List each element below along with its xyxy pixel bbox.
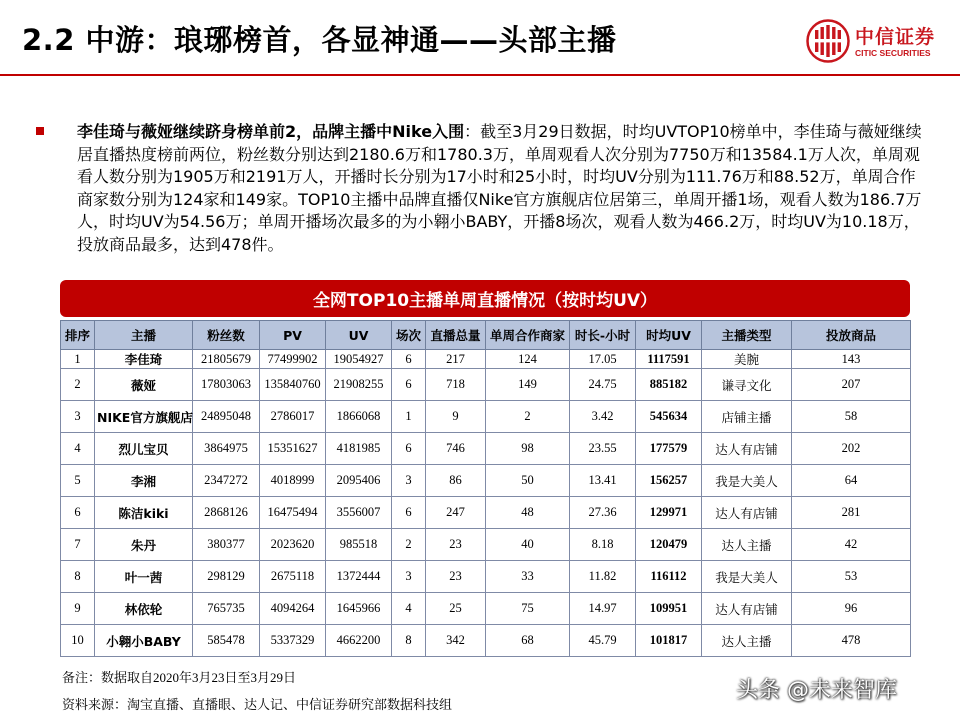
cell-fans: 765735 bbox=[193, 593, 260, 625]
cell-anchor-type: 我是大美人 bbox=[702, 465, 792, 497]
summary-body: ：截至3月29日数据，时均UVTOP10榜单中，李佳琦与薇娅继续居直播热度榜前两位，粉丝数分别达到2180.6万和1780.3万，单周观看人次分别为7750万和13584.1万人次，单周观看人数分别为1905万和2191万人，开播时长分别为17小时和25小时，时均UV分别为111.76万和88.52万，单周合作商家数分别为124家和149家。TOP10主播中品牌直播仅Nike官方旗舰店位居第三，单周开播1场，观看人数为186.7万人，时均UV为54.56万；单周开播场次最多的为小翱小BABY，开播8场次，观看人数为466.2万，时均UV为10.18万，投放商品最多，达到478件。 bbox=[77, 122, 922, 254]
cell-sessions: 2 bbox=[392, 529, 426, 561]
cell-uv: 1645966 bbox=[326, 593, 392, 625]
table-row bbox=[61, 625, 911, 657]
table-row bbox=[61, 561, 911, 593]
cell-sessions: 4 bbox=[392, 593, 426, 625]
cell-hours: 27.36 bbox=[570, 497, 636, 529]
cell-fans: 298129 bbox=[193, 561, 260, 593]
cell-pv: 5337329 bbox=[260, 625, 326, 657]
col-header: 时均UV bbox=[636, 321, 702, 350]
cell-products: 281 bbox=[792, 497, 911, 529]
logo-en-text: CITIC SECURITIES bbox=[855, 48, 931, 58]
cell-live-total: 23 bbox=[426, 529, 486, 561]
cell-sessions: 3 bbox=[392, 561, 426, 593]
cell-live-total: 86 bbox=[426, 465, 486, 497]
cell-uv: 19054927 bbox=[326, 350, 392, 369]
cell-hours: 11.82 bbox=[570, 561, 636, 593]
cell-pv: 4094264 bbox=[260, 593, 326, 625]
table-row bbox=[61, 465, 911, 497]
cell-pv: 2675118 bbox=[260, 561, 326, 593]
cell-pv: 15351627 bbox=[260, 433, 326, 465]
cell-products: 42 bbox=[792, 529, 911, 561]
table-row bbox=[61, 401, 911, 433]
cell-anchor-type: 美腕 bbox=[702, 350, 792, 369]
cell-uv-per-hour: 1117591 bbox=[636, 350, 702, 369]
cell-rank: 9 bbox=[61, 593, 95, 625]
cell-rank: 4 bbox=[61, 433, 95, 465]
cell-live-total: 9 bbox=[426, 401, 486, 433]
col-header: 场次 bbox=[392, 321, 426, 350]
cell-uv: 21908255 bbox=[326, 369, 392, 401]
cell-pv: 135840760 bbox=[260, 369, 326, 401]
cell-anchor-type: 达人有店铺 bbox=[702, 497, 792, 529]
cell-live-total: 718 bbox=[426, 369, 486, 401]
col-header: 主播 bbox=[95, 321, 193, 350]
anchor-ranking-table bbox=[60, 320, 911, 657]
cell-anchor-type: 我是大美人 bbox=[702, 561, 792, 593]
cell-anchor-type: 达人有店铺 bbox=[702, 593, 792, 625]
cell-live-total: 25 bbox=[426, 593, 486, 625]
cell-merchants: 75 bbox=[486, 593, 570, 625]
cell-anchor-type: 店铺主播 bbox=[702, 401, 792, 433]
cell-sessions: 6 bbox=[392, 350, 426, 369]
col-header: 主播类型 bbox=[702, 321, 792, 350]
citic-logo-icon bbox=[806, 19, 850, 63]
title-divider bbox=[0, 74, 960, 76]
cell-rank: 6 bbox=[61, 497, 95, 529]
cell-anchor: NIKE官方旗舰店 bbox=[95, 401, 193, 433]
cell-uv-per-hour: 156257 bbox=[636, 465, 702, 497]
cell-anchor: 薇娅 bbox=[95, 369, 193, 401]
cell-rank: 2 bbox=[61, 369, 95, 401]
cell-sessions: 6 bbox=[392, 433, 426, 465]
cell-rank: 8 bbox=[61, 561, 95, 593]
cell-uv: 3556007 bbox=[326, 497, 392, 529]
cell-anchor: 小翱小BABY bbox=[95, 625, 193, 657]
cell-anchor: 林依轮 bbox=[95, 593, 193, 625]
cell-uv-per-hour: 101817 bbox=[636, 625, 702, 657]
cell-merchants: 98 bbox=[486, 433, 570, 465]
cell-anchor: 朱丹 bbox=[95, 529, 193, 561]
citic-logo bbox=[806, 19, 946, 65]
table-row bbox=[61, 497, 911, 529]
cell-uv: 1372444 bbox=[326, 561, 392, 593]
cell-uv: 1866068 bbox=[326, 401, 392, 433]
cell-merchants: 50 bbox=[486, 465, 570, 497]
cell-anchor: 李湘 bbox=[95, 465, 193, 497]
cell-live-total: 342 bbox=[426, 625, 486, 657]
cell-pv: 2023620 bbox=[260, 529, 326, 561]
cell-pv: 4018999 bbox=[260, 465, 326, 497]
cell-anchor-type: 谦寻文化 bbox=[702, 369, 792, 401]
cell-uv-per-hour: 129971 bbox=[636, 497, 702, 529]
summary-lead: 李佳琦与薇娅继续跻身榜单前2，品牌主播中Nike入围 bbox=[77, 122, 465, 141]
cell-pv: 2786017 bbox=[260, 401, 326, 433]
cell-fans: 21805679 bbox=[193, 350, 260, 369]
cell-sessions: 3 bbox=[392, 465, 426, 497]
cell-products: 143 bbox=[792, 350, 911, 369]
cell-anchor: 烈儿宝贝 bbox=[95, 433, 193, 465]
data-source: 资料来源：淘宝直播、直播眼、达人记、中信证券研究部数据科技组 bbox=[62, 697, 453, 712]
cell-sessions: 6 bbox=[392, 369, 426, 401]
cell-products: 478 bbox=[792, 625, 911, 657]
cell-products: 58 bbox=[792, 401, 911, 433]
cell-anchor: 李佳琦 bbox=[95, 350, 193, 369]
cell-hours: 17.05 bbox=[570, 350, 636, 369]
col-header: 单周合作商家 bbox=[486, 321, 570, 350]
cell-merchants: 48 bbox=[486, 497, 570, 529]
cell-anchor-type: 达人主播 bbox=[702, 625, 792, 657]
cell-live-total: 746 bbox=[426, 433, 486, 465]
cell-fans: 585478 bbox=[193, 625, 260, 657]
table-row bbox=[61, 369, 911, 401]
cell-merchants: 33 bbox=[486, 561, 570, 593]
cell-products: 207 bbox=[792, 369, 911, 401]
cell-products: 53 bbox=[792, 561, 911, 593]
table-row bbox=[61, 350, 911, 369]
cell-uv-per-hour: 885182 bbox=[636, 369, 702, 401]
cell-anchor-type: 达人主播 bbox=[702, 529, 792, 561]
cell-hours: 45.79 bbox=[570, 625, 636, 657]
col-header: 排序 bbox=[61, 321, 95, 350]
cell-rank: 7 bbox=[61, 529, 95, 561]
cell-sessions: 8 bbox=[392, 625, 426, 657]
page-title: 2.2 中游：琅琊榜首，各显神通——头部主播 bbox=[22, 23, 617, 57]
cell-merchants: 124 bbox=[486, 350, 570, 369]
cell-sessions: 1 bbox=[392, 401, 426, 433]
cell-uv: 4181985 bbox=[326, 433, 392, 465]
cell-fans: 24895048 bbox=[193, 401, 260, 433]
cell-uv: 2095406 bbox=[326, 465, 392, 497]
cell-fans: 2347272 bbox=[193, 465, 260, 497]
cell-rank: 10 bbox=[61, 625, 95, 657]
cell-uv-per-hour: 177579 bbox=[636, 433, 702, 465]
summary-paragraph bbox=[77, 121, 925, 256]
cell-live-total: 217 bbox=[426, 350, 486, 369]
table-header-row bbox=[61, 321, 911, 350]
cell-anchor: 陈洁kiki bbox=[95, 497, 193, 529]
col-header: 时长-小时 bbox=[570, 321, 636, 350]
col-header: 直播总量 bbox=[426, 321, 486, 350]
cell-uv: 985518 bbox=[326, 529, 392, 561]
cell-pv: 77499902 bbox=[260, 350, 326, 369]
cell-hours: 8.18 bbox=[570, 529, 636, 561]
col-header: PV bbox=[260, 321, 326, 350]
cell-fans: 17803063 bbox=[193, 369, 260, 401]
cell-anchor-type: 达人有店铺 bbox=[702, 433, 792, 465]
cell-fans: 2868126 bbox=[193, 497, 260, 529]
cell-rank: 5 bbox=[61, 465, 95, 497]
col-header: UV bbox=[326, 321, 392, 350]
table-row bbox=[61, 593, 911, 625]
table-title-banner: 全网TOP10主播单周直播情况（按时均UV） bbox=[60, 280, 910, 317]
cell-merchants: 68 bbox=[486, 625, 570, 657]
table-row bbox=[61, 529, 911, 561]
cell-products: 96 bbox=[792, 593, 911, 625]
cell-uv-per-hour: 109951 bbox=[636, 593, 702, 625]
cell-uv: 4662200 bbox=[326, 625, 392, 657]
cell-hours: 14.97 bbox=[570, 593, 636, 625]
cell-uv-per-hour: 116112 bbox=[636, 561, 702, 593]
cell-products: 202 bbox=[792, 433, 911, 465]
cell-hours: 24.75 bbox=[570, 369, 636, 401]
cell-uv-per-hour: 545634 bbox=[636, 401, 702, 433]
cell-anchor: 叶一茜 bbox=[95, 561, 193, 593]
cell-merchants: 149 bbox=[486, 369, 570, 401]
cell-fans: 380377 bbox=[193, 529, 260, 561]
table-note: 备注：数据取自2020年3月23日至3月29日 bbox=[62, 670, 297, 685]
cell-products: 64 bbox=[792, 465, 911, 497]
cell-hours: 13.41 bbox=[570, 465, 636, 497]
cell-merchants: 40 bbox=[486, 529, 570, 561]
cell-fans: 3864975 bbox=[193, 433, 260, 465]
col-header: 投放商品 bbox=[792, 321, 911, 350]
cell-rank: 1 bbox=[61, 350, 95, 369]
cell-live-total: 23 bbox=[426, 561, 486, 593]
cell-hours: 3.42 bbox=[570, 401, 636, 433]
logo-cn-text: 中信证券 bbox=[855, 26, 936, 48]
cell-uv-per-hour: 120479 bbox=[636, 529, 702, 561]
cell-sessions: 6 bbox=[392, 497, 426, 529]
cell-hours: 23.55 bbox=[570, 433, 636, 465]
bullet-square-icon bbox=[36, 127, 44, 135]
cell-rank: 3 bbox=[61, 401, 95, 433]
col-header: 粉丝数 bbox=[193, 321, 260, 350]
watermark: 头条 @未来智库 bbox=[736, 678, 897, 703]
cell-merchants: 2 bbox=[486, 401, 570, 433]
cell-pv: 16475494 bbox=[260, 497, 326, 529]
table-row bbox=[61, 433, 911, 465]
cell-live-total: 247 bbox=[426, 497, 486, 529]
